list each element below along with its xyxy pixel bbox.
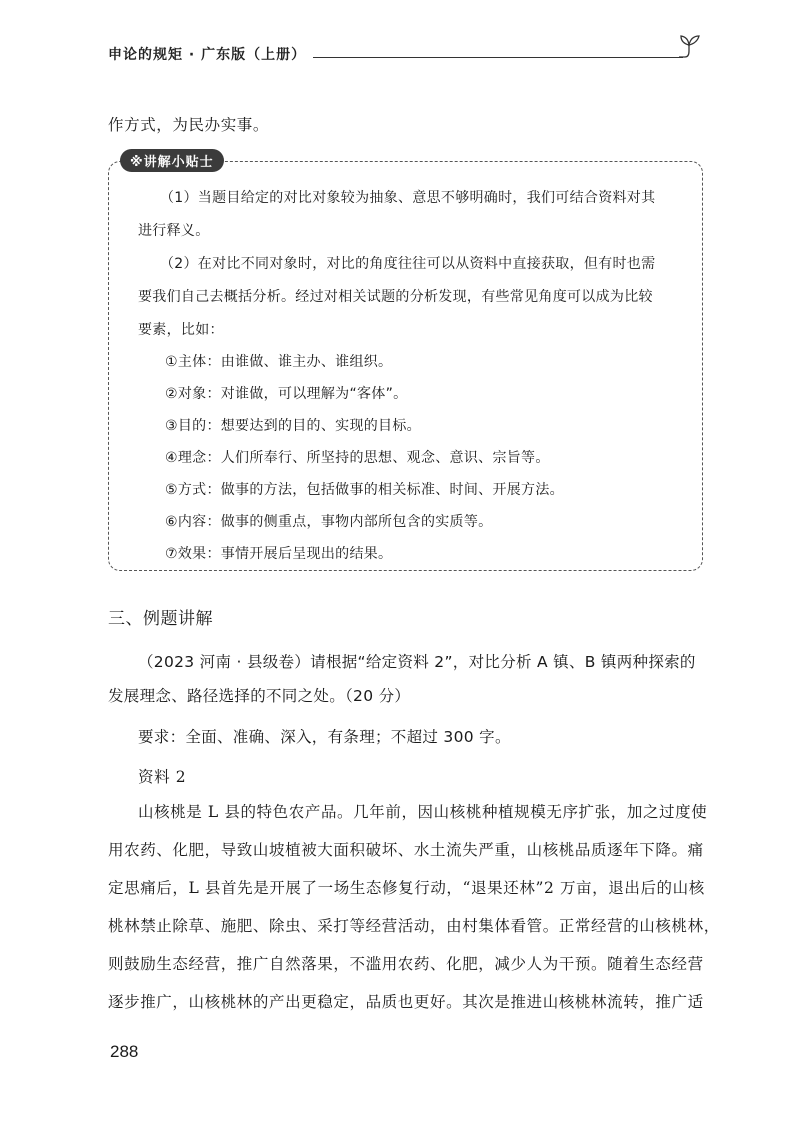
question-line: 发展理念、路径选择的不同之处。（20 分） — [108, 687, 411, 705]
material-line: 用农药、化肥，导致山坡植被大面积破坏、水土流失严重，山核桃品质逐年下降。痛 — [108, 841, 704, 859]
material-line: 山核桃是 L 县的特色农产品。几年前，因山核桃种植规模无序扩张，加之过度使 — [138, 803, 708, 821]
tip-tag: ※讲解小贴士 — [120, 149, 224, 172]
material-label: 资料 2 — [138, 768, 187, 786]
tip-line: 进行释义。 — [138, 223, 210, 239]
running-header: 申论的规矩 · 广东版（上册） — [108, 47, 307, 63]
tip-item: ④理念：人们所奉行、所坚持的思想、观念、意识、宗旨等。 — [165, 450, 550, 466]
tip-item: ③目的：想要达到的目的、实现的目标。 — [165, 418, 421, 434]
material-line: 桃林禁止除草、施肥、除虫、采打等经营活动，由村集体看管。正常经营的山核桃林， — [108, 917, 720, 935]
material-line: 逐步推广，山核桃林的产出更稳定，品质也更好。其次是推进山核桃林流转，推广适 — [108, 993, 704, 1011]
material-line: 则鼓励生态经营，推广自然落果，不滥用农药、化肥，减少人为干预。随着生态经营 — [108, 955, 704, 973]
tip-line: 要我们自己去概括分析。经过对相关试题的分析发现，有些常见角度可以成为比较 — [138, 289, 653, 305]
tip-line: （1）当题目给定的对比对象较为抽象、意思不够明确时，我们可结合资料对其 — [160, 190, 656, 206]
tip-line: （2）在对比不同对象时，对比的角度往往可以从资料中直接获取，但有时也需 — [160, 256, 656, 272]
section-title: 三、例题讲解 — [108, 609, 213, 629]
tip-item: ①主体：由谁做、谁主办、谁组织。 — [165, 354, 393, 370]
page-number: 288 — [110, 1042, 139, 1061]
question-line: （2023 河南 · 县级卷）请根据“给定资料 2”，对比分析 A 镇、B 镇两种探索的 — [138, 653, 696, 671]
tip-item: ②对象：对谁做，可以理解为“客体”。 — [165, 386, 408, 402]
material-line: 定思痛后，L 县首先是开展了一场生态修复行动，“退果还林”2 万亩，退出后的山核 — [108, 879, 705, 897]
tip-item: ⑦效果：事情开展后呈现出的结果。 — [165, 546, 393, 562]
intro-line: 作方式，为民办实事。 — [108, 116, 270, 134]
tip-item: ⑤方式：做事的方法，包括做事的相关标准、时间、开展方法。 — [165, 482, 564, 498]
sprout-icon — [677, 33, 707, 61]
tip-line: 要素，比如： — [138, 322, 224, 338]
requirement: 要求：全面、准确、深入，有条理；不超过 300 字。 — [138, 728, 511, 746]
tip-item: ⑥内容：做事的侧重点，事物内部所包含的实质等。 — [165, 514, 493, 530]
header-rule — [313, 57, 683, 58]
